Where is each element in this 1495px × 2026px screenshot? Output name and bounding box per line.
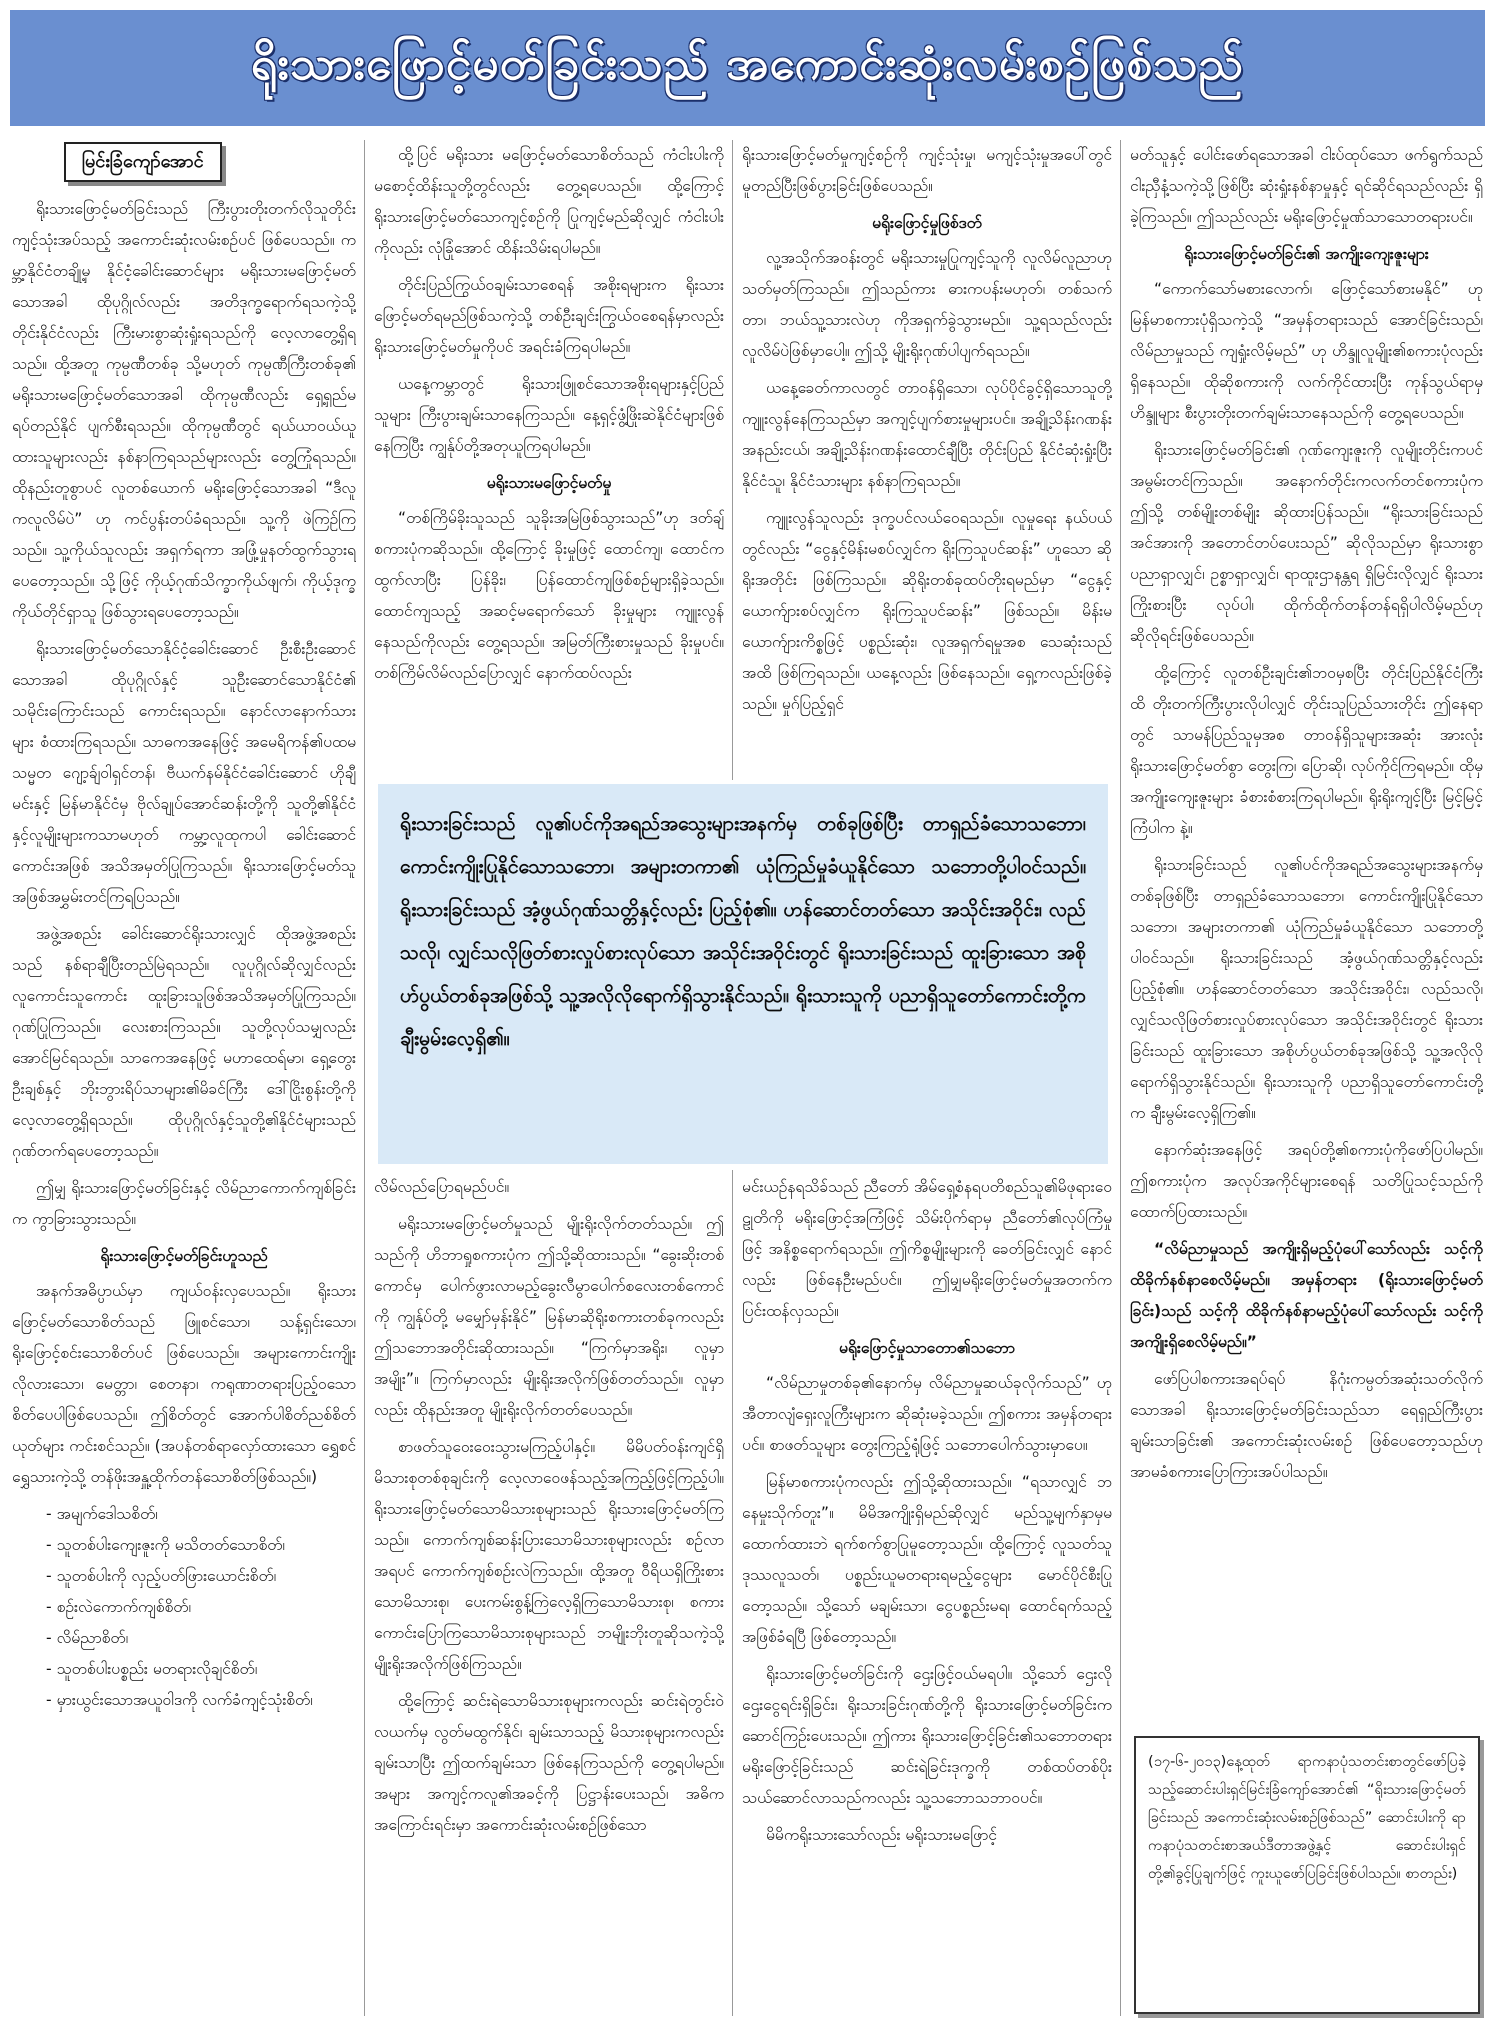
list-item: - အမျက်ဒေါသစိတ်၊ xyxy=(46,1499,356,1530)
author-byline: မြင်းခြံကျော်အောင် xyxy=(64,142,222,182)
paragraph: ရိုးသားဖြောင့်မတ်ခြင်း၏ ဂုဏ်ကျေးဇူးကို လူမျိုးတိုင်းကပင် အမွမ်းတင်ကြသည်။ အနောက်တိုင်းကလက်တင်စကားပုံက ဤသို့ တစ်မျိုးတစ်မျိုး ဆိုထားပြန်သည်။ “ရိုးသားခြင်းသည် အင်အားကို အတောင်တပ်ပေးသည်” ဆိုလိုသည်မှာ ရိုးသားစွာပညာရှာလျှင်၊ ဥစ္စာရှာလျှင်၊ ရာထူးဌာနန္တရ ရှိမြင်းလိုလျှင် ရိုးသားကြိုးစားပြီး လုပ်ပါ၊ ထိုက်ထိုက်တန်တန်ရရှိပါလိမ့်မည်ဟု ဆိုလိုရင်းဖြစ်ပေသည်။ xyxy=(1130,441,1483,645)
paragraph: မိမိကရိုးသားသော်လည်း မရိုးသားမဖြောင့် xyxy=(766,1826,997,1844)
paragraph: ရိုးသားဖြောင့်မတ်သောနိုင်ငံ့ခေါင်းဆောင် ဦးစီးဦးဆောင်သောအခါ ထိုပုဂ္ဂိုလ်နှင့် သူဦးဆောင်သောနိုင်ငံ၏ သမိုင်းကြောင်းသည် ကောင်းရသည်။ နောင်လာနောက်သားများ စံထားကြရသည်။ သာဓကအနေဖြင့် အမေရိကန်၏ပထမသမ္မတ ဂျော့ခ်ျဝါရှင်တန်၊ ဗီယက်နမ်နိုင်ငံခေါင်းဆောင် ဟိုချီမင်းနှင့် မြန်မာနိုင်ငံမှ ဗိုလ်ချုပ်အောင်ဆန်းတို့ကို သူတို့၏နိုင်ငံနှင့်လူမျိုးများကသာမဟုတ် ကမ္ဘာ့လူထုကပါ ခေါင်းဆောင်ကောင်းအဖြစ် အသိအမှတ်ပြုကြသည်။ ရိုးသားဖြောင့်မတ်သူအဖြစ်အမွှမ်းတင်ကြရပြသည်။ xyxy=(12,640,356,906)
section-heading: မရိုးသားမဖြောင့်မတ်မှု xyxy=(486,474,612,492)
list-item: - မှားယွင်းသောအယူဝါဒကို လက်ခံကျင့်သုံးစိတ်၊ xyxy=(46,1685,356,1716)
paragraph: ရိုးသားဖြောင့်မတ်ခြင်းသည် ကြီးပွားတိုးတက်လိုသူတိုင်း ကျင့်သုံးအပ်သည့် အကောင်းဆုံးလမ်းစဉ်ပင် ဖြစ်ပေသည်။ ကမ္ဘာ့နိုင်ငံတချို့မှ နိုင်ငံ့ခေါင်းဆောင်များ မရိုးသားမဖြောင့်မတ်သောအခါ ထိုပုဂ္ဂိုလ်လည်း အတိဒုက္ခရောက်ရသကဲ့သို့ တိုင်းနိုင်ငံလည်း ကြီးမားစွာဆုံးရှုံးရသည်ကို လေ့လာတွေ့ရှိရသည်။ ထို့အတူ ကုမ္ပဏီတစ်ခု သို့မဟုတ် ကုမ္ပဏီကြီးတစ်ခု၏ မရိုးသားမဖြောင့်မတ်သောအခါ ထိုကုမ္ပဏီလည်း ရှေ့ရှည်မရပ်တည်နိုင် ပျက်စီးရသည်။ ထိုကုမ္ပဏီတွင် ရယ်ယာဝယ်ယူထားသူများလည်း နစ်နာကြရသည်များလည်း တွေ့ကြုံရသည်။ ထိုနည်းတူစွာပင် လူတစ်ယောက် မရိုးဖြောင့်သောအခါ “ဒီလူကလူလိမ်ပဲ” ဟု ကင်ပွန်းတပ်ခံရသည်။ သူ့ကို ဖဲကြဉ်ကြသည်။ သူ့ကိုယ်သူလည်း အရှက်ရကာ အဖြုံ့မှုနတ်ထွက်သွားရပေတော့သည်။ သို့ဖြင့် ကိုယ့်ဂုဏ်သိက္ခာကိုယ်ဖျက်၊ ကိုယ့်ဒုက္ခကိုယ်တိုင်ရှာသူ ဖြစ်သွားရပေတော့သည်။ xyxy=(12,200,356,621)
source-note-box: (၁၇-၆-၂၀၁၃)နေ့ထုတ် ရာကနာပုံသတင်းစာတွင်ဖော်ပြခဲ့သည့်ဆောင်းပါးရှင်မြင်းခြံကျော်အောင်၏ “ရိုးသားဖြောင့်မတ်ခြင်းသည် အကောင်းဆုံးလမ်းစဉ်ဖြစ်သည်” ဆောင်းပါးကို ရာကနာပုံသတင်းစာအယ်ဒီတာအဖွဲ့နှင့် ဆောင်းပါးရှင်တို့၏ခွင့်ပြုချက်ဖြင့် ကူးယူဖော်ပြခြင်းဖြစ်ပါသည်။ စာတည်း) xyxy=(1134,1736,1480,2014)
paragraph: “တစ်ကြိမ်ခိုးသူသည် သူခိုးအမြဲဖြစ်သွားသည်”ဟု ဒတ်ချ်စကားပုံကဆိုသည်။ ထို့ကြောင့် ခိုးမှုဖြင့် ထောင်ကျ၊ ထောင်ကထွက်လာပြီး ပြန်ခိုး၊ ပြန်ထောင်ကျဖြစ်စဉ်များရှိခဲ့သည်။ ထောင်ကျသည့် အဆင့်မရောက်သော် ခိုးမှုများ ကျူးလွန်နေသည်ကိုလည်း တွေ့ရသည်။ အမြတ်ကြီးစားမှုသည် ခိုးမှုပင်။ တစ်ကြိမ်လိမ်လည်ပြောလျှင် နောက်ထပ်လည်း xyxy=(374,509,724,682)
section-heading: ရိုးသားဖြောင့်မတ်ခြင်းဟူသည် xyxy=(100,1247,268,1265)
list-item: - စဉ်းလဲကောက်ကျစ်စိတ်၊ xyxy=(46,1592,356,1623)
paragraph: ရိုးသားဖြောင့်မတ်မှုကျင့်စဉ်ကို ကျင့်သုံးမှု၊ မကျင့်သုံးမှုအပေါ်တွင် မူတည်ပြီးဖြစ်ပွားခြင်းဖြစ်ပေသည်။ xyxy=(742,146,1112,195)
page-title: ရိုးသားဖြောင့်မတ်ခြင်းသည် အကောင်းဆုံးလမ်းစဉ်ဖြစ်သည် xyxy=(250,35,1245,90)
article-column-3 xyxy=(742,140,1112,780)
paragraph: “ကောက်သော်မစားလောက်၊ ဖြောင့်သော်စားမနိုင်” ဟု မြန်မာစကားပုံရှိသကဲ့သို့ “အမှန်တရားသည် အောင်ခြင်းသည်၊ လိမ်ညာမှုသည် ကျရှုံးလိမ့်မည်” ဟု ဟိန္ဒူလူမျိုး၏စကားပုံလည်း ရှိနေသည်။ ထိုဆိုစကားကို လက်ကိုင်ထားပြီး ကုန်သွယ်ရာမှ ဟိန္ဒူများ စီးပွားတိုးတက်ချမ်းသာနေသည်ကို တွေ့ရပေသည်။ xyxy=(1130,280,1483,422)
title-banner xyxy=(10,10,1485,126)
column-divider xyxy=(732,140,733,780)
paragraph: အဖွဲ့အစည်း ခေါင်းဆောင်ရိုးသားလျှင် ထိုအဖွဲ့အစည်းသည် နစ်ရာချီပြီးတည်မြဲရသည်။ လူပုဂ္ဂိုလ်ဆိုလျှင်လည်း လူကောင်းသူကောင်း ထူးခြားသူဖြစ်အသိအမှတ်ပြုကြသည်။ ဂုဏ်ပြုကြသည်။ လေးစားကြသည်။ သူတို့လုပ်သမျှလည်း အောင်မြင်ရသည်။ သာကေအနေဖြင့် မဟာထေရ်မာ၊ ရှေ့တွေးဦးချစ်နှင့် ဘိုးဘွားရိပ်သာများ၏မိခင်ကြီး ဒေါ်ငြိုးစွန်းတို့ကို လေ့လာတွေ့ရှိရသည်။ ထိုပုဂ္ဂိုလ်နှင့်သူတို့၏နိုင်ငံများသည် ဂုဏ်တက်ရပေတော့သည်။ xyxy=(12,925,356,1160)
paragraph: ထို့ကြောင့် လူတစ်ဦးချင်း၏ဘဝမှစပြီး တိုင်းပြည်နိုင်ငံကြီးထိ တိုးတက်ကြီးပွားလိုပါလျှင် တိုင်းသူပြည်သားတိုင်း ဤနေရာတွင် သာမန်ပြည်သူမှအစ တာဝန်ရှိသူများအဆုံး အားလုံး ရိုးသားဖြောင့်မတ်စွာ တွေးကြ၊ ပြောဆို၊ လုပ်ကိုင်ကြရမည်။ ထိုမှ အကျိုးကျေးဇူးများ ခံစားစံစားကြရပါမည်။ ရိုးရိုးကျင့်ပြီး မြင့်မြင့်ကြံပါက နဲ့။ xyxy=(1130,664,1483,837)
paragraph: “လိမ်ညာမှုတစ်ခု၏နောက်မှ လိမ်ညာမှုဆယ်ခုလိုက်သည်” ဟု အီတာလျံရှေးလူကြီးများက ဆိုဆုံးမခဲ့သည်။ ဤစကား အမှန်တရားပင်။ စာဖတ်သူများ တွေးကြည့်ရုံဖြင့် သဘောပေါက်သွားမှာပေ။ xyxy=(742,1374,1112,1454)
paragraph: မင်းယဉ်နရသိခ်သည် ညီတော် အိမ်ရှေ့စံနရပတိစည်သူ၏မိဖုရားဝေဠုတိကို မရိုးဖြောင့်အကြံဖြင့် သိမ်းပိုက်ရာမှ ညီတော်၏လုပ်ကြံမှုဖြင့် အနိစ္စရောက်ရသည်။ ဤကိစ္စမျိုးများကို ခေတ်ခြင်းလျှင် နောင်လည်း ဖြစ်နေဦးမည်ပင်။ ဤမျှမရိုးဖြောင့်မတ်မှုအတက်က ပြင်းထန်လှသည်။ xyxy=(742,1178,1112,1320)
paragraph: ဤမျှ ရိုးသားဖြောင့်မတ်ခြင်းနှင့် လိမ်ညာကောက်ကျစ်ခြင်းက ကွာခြားသွားသည်။ xyxy=(12,1179,356,1228)
negative-traits-list xyxy=(12,1499,356,1716)
list-item: - သူတစ်ပါးပစ္စည်း မတရားလိုချင်စိတ်၊ xyxy=(46,1654,356,1685)
paragraph: ကျူးလွန်သူလည်း ဒုက္ခပင်လယ်ဝေရသည်။ လူမှုရေး နယ်ပယ်တွင်လည်း “ငွေနှင့်မိန်းမစပ်လျှင်က ရိုးကြသူပင်ဆန်း” ဟူသော ဆိုရိုးအတိုင်း ဖြစ်ကြသည်။ ဆိုရိုးတစ်ခုထပ်တိုးရမည်မှာ “ငွေနှင့်ယောက်ျားစပ်လျှင်က ရိုးကြသူပင်ဆန်း” ဖြစ်သည်။ မိန်းမယောက်ျားကိစ္စဖြင့် ပစ္စည်းဆုံး၊ လူအရှက်ရမှုအစ သေဆုံးသည်အထိ ဖြစ်ကြရသည်။ ယနေ့လည်း ဖြစ်နေသည်။ ရှေ့ကလည်းဖြစ်ခဲ့သည်။ မှုဂ်ပြည့်ရှင် xyxy=(742,509,1112,713)
list-item: - လိမ်ညာစိတ်၊ xyxy=(46,1623,356,1654)
paragraph: ရိုးသားခြင်းသည် လူ၏ပင်ကိုအရည်အသွေးများအနက်မှ တစ်ခုဖြစ်ပြီး တာရှည်ခံသောသဘော၊ ကောင်းကျိုးပြုနိုင်သောသဘော၊ အများတကာ၏ ယုံကြည်မှုခံယူနိုင်သော သဘောတို့ပါဝင်သည်။ ရိုးသားခြင်းသည် အံ့ဖွယ်ဂုဏ်သတ္တိနှင့်လည်း ပြည့်စုံ၏။ ဟန်ဆောင်တတ်သော အသိုင်းအဝိုင်း၊ လည်သလို၊ လျှင်သလိုဖြတ်စားလှုပ်စားလုပ်သော အသိုင်းအဝိုင်းတွင် ရိုးသားခြင်းသည် ထူးခြားသော အစိုဟ်ပွယ်တစ်ခုအဖြစ်သို့ သူ့အလိုလိုရောက်ရှိသွားနိုင်သည်။ ရိုးသားသူကို ပညာရှိသူတော်ကောင်းတို့က ချီးမွမ်းလေ့ရှိကြ၏။ xyxy=(1130,856,1483,1122)
paragraph: တိုင်းပြည်ကြွယ်ဝချမ်းသာစေရန် အစိုးရများက ရိုးသားဖြောင့်မတ်ရမည်ဖြစ်သကဲ့သို့ တစ်ဦးချင်းကြွယ်ဝစေရန်မှာလည်း ရိုးသားဖြောင့်မတ်မှုကိုပင် အရင်းခံကြရပါမည်။ xyxy=(374,276,724,356)
paragraph: ယနေ့ခေတ်ကာလတွင် တာဝန်ရှိသော၊ လုပ်ပိုင်ခွင့်ရှိသောသူတို့ ကျူးလွန်နေကြသည်မှာ အကျင့်ပျက်စားမှုများပင်။ အချို့သိန်းဂဏန်းအနည်းငယ်၊ အချို့သိန်းဂဏန်းထောင်ချီပြီး တိုင်းပြည် နိုင်ငံဆုံးရှုံးပြီး နိုင်ငံသူ၊ နိုင်ငံသားများ နစ်နာကြရသည်။ xyxy=(742,379,1112,490)
section-heading: ရိုးသားဖြောင့်မတ်ခြင်း၏ အကျိုးကျေးဇူးများ xyxy=(1184,245,1429,263)
article-column-1 xyxy=(12,140,356,2020)
paragraph: ထို့ကြောင့် ဆင်းရဲသောမိသားစုများကလည်း ဆင်းရဲတွင်းဝဲလယက်မှ လွတ်မထွက်နိုင်၊ ချမ်းသာသည့် မိသားစုများကလည်း ချမ်းသာပြီး ဤထက်ချမ်းသာ ဖြစ်နေကြသည်ကို တွေ့ရပါမည်။ အများ အကျင့်ကလူ၏အခင့်ကို ပြဋ္ဌာန်းပေးသည်၊ အဓိကအကြောင်းရင်းမှာ အကောင်းဆုံးလမ်းစဉ်ဖြစ်သော xyxy=(374,1692,724,1834)
paragraph: မတ်သူနှင့် ပေါင်းဖော်ရသောအခါ ငါးပ်ထုပ်သော ဖက်ရွက်သည် ငါးညှီနံ့သကဲ့သို့ဖြစ်ပြီး ဆုံးရှုံးနစ်နာမှုနှင့် ရင်ဆိုင်ရသည်လည်း ရှိခဲ့ကြသည်။ ဤသည်လည်း မရိုးဖြောင့်မှုဏ်သာသောတရားပင်။ xyxy=(1130,146,1483,226)
column-divider xyxy=(1120,140,1121,2016)
paragraph: ရိုးသားဖြောင့်မတ်ခြင်းကို ဌေးဖြင့်ဝယ်မရပါ။ သို့သော် ဌေးလိုဌေးငွေရင်းရှိခြင်း၊ ရိုးသားခြင်းဂုဏ်တို့ကို ရိုးသားဖြောင့်မတ်ခြင်းက ဆောင်ကြဉ်းပေးသည်။ ဤကား ရိုးသားဖြောင့်ခြင်း၏သဘောတရားမရိုးဖြောင့်ခြင်းသည် ဆင်းရဲခြင်းဒုက္ခကို တစ်ထပ်တစ်ပိုး သယ်ဆောင်လာသည်ကလည်း သူ့သဘောသဘာဝပင်။ xyxy=(742,1665,1112,1807)
paragraph: စာဖတ်သူဝေးဝေးသွားမကြည့်ပါနှင့်။ မိမိပတ်ဝန်းကျင်ရှိ မိသားစုတစ်စုချင်းကို လေ့လာဝေဖန်သည့်အကြည့်ဖြင့်ကြည့်ပါ။ ရိုးသားဖြောင့်မတ်သောမိသားစုများသည် ရိုးသားဖြောင့်မတ်ကြသည်။ ကောက်ကျစ်ဆန်းပြားသောမိသားစုများလည်း စဉ်လာအရပင် ကောက်ကျစ်စဉ်းလဲကြသည်။ ထို့အတူ ဝီရိယရှိကြိုးစားသောမိသားစု၊ ပေးကမ်းစွန့်ကြဲလေ့ရှိကြသောမိသားစု၊ စကားကောင်းပြောကြသောမိသားစုများသည် ဘမျိုးဘိုးတူဆိုသကဲ့သို့ မျိုးရိုးအလိုက်ဖြစ်ကြသည်။ xyxy=(374,1438,724,1673)
section-heading: မရိုးဖြောင့်မှုဖြစ်ဒတ် xyxy=(872,214,982,232)
column-divider xyxy=(364,140,365,2016)
article-column-3-continued xyxy=(742,1172,1112,2012)
paragraph: အနက်အဓိပ္ပာယ်မှာ ကျယ်ဝန်းလှပေသည်။ ရိုးသားဖြောင့်မတ်သောစိတ်သည် ဖြူစင်သော၊ သန့်ရှင်းသော၊ ရိုးဖြောင့်စင်းသောစိတ်ပင် ဖြစ်ပေသည်။ အများကောင်းကျိုးလိုလားသော၊ မေတ္တာ၊ စေတနာ၊ ကရုဏာတရားပြည့်ဝသော စိတ်ပေပါဖြစ်ပေသည်။ ဤစိတ်တွင် အောက်ပါစိတ်ညစ်စိတ်ယုတ်များ ကင်းစင်သည်။ (အပန်တစ်ရာလှော်ထားသော ရွှေစင်ရွှေသားကဲ့သို့ တန်ဖိုးအနှူ့ထိုက်တန်သောစိတ်ဖြစ်သည်။) xyxy=(12,1282,356,1486)
paragraph: ဖော်ပြပါစကားအရပ်ရပ် နိဂုံးကမ္ပတ်အဆုံးသတ်လိုက်သောအခါ ရိုးသားဖြောင့်မတ်ခြင်းသည်သာ ရေရှည်ကြီးပွားချမ်းသာခြင်း၏ အကောင်းဆုံးလမ်းစဉ် ဖြစ်ပေတော့သည်ဟု အာမခံစကားပြောကြားအပ်ပါသည်။ xyxy=(1130,1370,1483,1481)
paragraph: နောက်ဆုံးအနေဖြင့် အရပ်တို့၏စကားပုံကိုဖော်ပြပါမည်။ ဤစကားပုံက အလုပ်အကိုင်များစေရန် သတိပြုသင့်သည်ကို ထောက်ပြထားသည်။ xyxy=(1130,1141,1483,1221)
paragraph: မရိုးသားမဖြောင့်မတ်မှုသည် မျိုးရိုးလိုက်တတ်သည်။ ဤသည်ကို ဟိဘာရှုစကားပုံက ဤသို့ဆိုထားသည်။ “ခွေးဆိုးတစ်ကောင်မှ ပေါက်ဖွားလာမည့်ခွေးလီမွာပေါက်စလေးတစ်ကောင်ကို ကျွန်ုပ်တို့ မမျှော်မှန်းနိုင်” မြန်မာဆိုရိုးစကားတစ်ခုကလည်း ဤသဘောအတိုင်းဆိုထားသည်။ “ကြက်မှာအရိုး၊ လူမှာအမျိုး”။ ကြက်မှာလည်း မျိုးရိုးအလိုက်ဖြစ်တတ်သည်။ လူမှာလည်း ထိုနည်းအတူ မျိုးရိုးလိုက်တတ်ပေသည်။ xyxy=(374,1215,724,1419)
paragraph: မြန်မာစကားပုံကလည်း ဤသို့ဆိုထားသည်။ “ရသာလျှင် ဘနေမှုးသိုက်တူး”။ မိမိအကျိုးရှိမည်ဆိုလျှင် မည်သူ့မျက်နှာမှမထောက်ထားဘဲ ရက်စက်စွာပြုမူတော့သည်။ ထို့ကြောင့် လူသတ်သူဒုဿလူသတ်၊ ပစ္စည်းယူမတရားရမည့်ငွေများ မောင်ပိုင်စီးပြုတော့သည်။ သို့သော် မချမ်းသာ၊ ငွေပစ္စည်းမရ၊ ထောင်ရက်သည့်အဖြစ်ခံရပြီ ဖြစ်တော့သည်။ xyxy=(742,1473,1112,1646)
paragraph: လူ့အသိုက်အဝန်းတွင် မရိုးသားမှုပြုကျင့်သူကို လူလိမ်လူညာဟု သတ်မှတ်ကြသည်။ ဤသည်ကား ဓားကပန်းမဟုတ်၊ တစ်သက်တာ၊ ဘယ်သူ့သားလဲဟု ကိုအရှက်ခွဲသွားမည်။ သူ့ရသည်လည်း လူလိမ်ပဲဖြစ်မှာပေါ့။ ဤသို့ မျိုးရိုးဂုဏ်ပါပျက်ရသည်။ xyxy=(742,249,1112,360)
paragraph: လိမ်လည်ပြောရမည်ပင်။ xyxy=(374,1178,510,1196)
pull-quote-box: ရိုးသားခြင်းသည် လူ၏ပင်ကိုအရည်အသွေးများအနက်မှ တစ်ခုဖြစ်ပြီး တာရှည်ခံသောသဘော၊ ကောင်းကျိုးပြုနိုင်သောသဘော၊ အများတကာ၏ ယုံကြည်မှုခံယူနိုင်သော သဘောတို့ပါဝင်သည်။ ရိုးသားခြင်းသည် အံ့ဖွယ်ဂုဏ်သတ္တိနှင့်လည်း ပြည့်စုံ၏။ ဟန်ဆောင်တတ်သော အသိုင်းအဝိုင်း၊ လည်သလို၊ လျှင်သလိုဖြတ်စားလှုပ်စားလုပ်သော အသိုင်းအဝိုင်းတွင် ရိုးသားခြင်းသည် ထူးခြားသော အစိုဟ်ပွယ်တစ်ခုအဖြစ်သို့ သူ့အလိုလိုရောက်ရှိသွားနိုင်သည်။ ရိုးသားသူကို ပညာရှိသူတော်ကောင်းတို့က ချီးမွမ်းလေ့ရှိ၏။ xyxy=(378,784,1108,1164)
article-column-2 xyxy=(374,140,724,780)
section-heading: မရိုးဖြောင့်မှုသာတော၏သဘော xyxy=(839,1339,1015,1357)
list-item: - သူတစ်ပါးကျေးဇူးကို မသိတတ်သောစိတ်၊ xyxy=(46,1530,356,1561)
article-column-4 xyxy=(1130,140,1483,1860)
paragraph: ယနေ့ကမ္ဘာတွင် ရိုးသားဖြူစင်သောအစိုးရများနှင့်ပြည်သူများ ကြီးပွားချမ်းသာနေကြသည်။ နေ့ရှင့်ဖွံ့ဖြိုးဆဲနိုင်ငံများဖြစ်နေကြပြီး ကျွန်ုပ်တို့အတုယူကြရပါမည်။ xyxy=(374,375,724,455)
closing-quote: “လိမ်ညာမှုသည် အကျိုးရှိမည့်ပုံပေါ်သော်လည်း သင့်ကို ထိခိုက်နစ်နာစေလိမ့်မည်။ အမှန်တရား (ရိုးသားဖြောင့်မတ်ခြင်း)သည် သင့်ကို ထိခိုက်နစ်နာမည့်ပုံပေါ်သော်လည်း သင့်ကို အကျိုးရှိစေလိမ့်မည်။” xyxy=(1130,1240,1483,1351)
list-item: - သူတစ်ပါးကို လှည့်ပတ်ဖြားယောင်းစိတ်၊ xyxy=(46,1561,356,1592)
column-divider xyxy=(732,1170,733,2016)
paragraph: ထို့ပြင် မရိုးသား မဖြောင့်မတ်သောစိတ်သည် ကံငါးပါးကို မစောင့်ထိန်းသူတို့တွင်လည်း တွေ့ရပေသည်။ ထို့ကြောင့် ရိုးသားဖြောင့်မတ်သောကျင့်စဉ်ကို ပြုကျင့်မည်ဆိုလျှင် ကံငါးပါးကိုလည်း လုံခြုံအောင် ထိန်းသိမ်းရပါမည်။ xyxy=(374,146,724,257)
article-column-2-continued xyxy=(374,1172,724,2012)
